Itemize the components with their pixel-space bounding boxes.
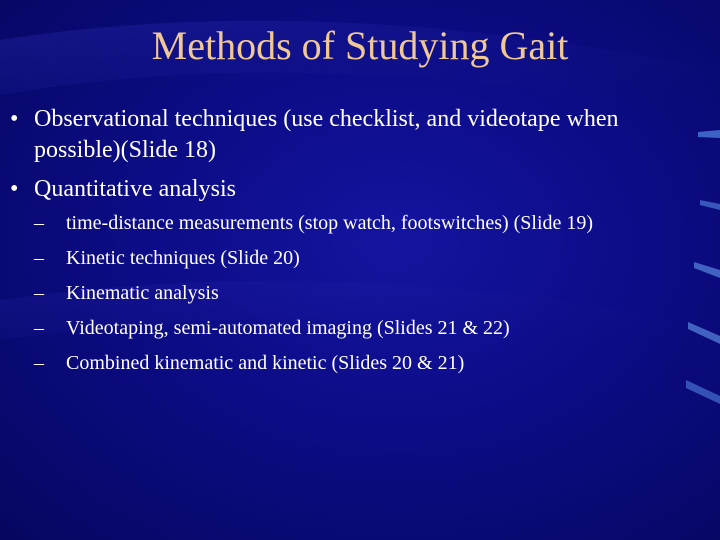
sub-bullet-text: Kinematic analysis: [66, 282, 219, 304]
sub-bullet-item: [34, 246, 700, 271]
sub-bullet-item: [34, 316, 700, 341]
sub-bullet-list: [34, 211, 700, 376]
slide-title: Methods of Studying Gait: [151, 23, 569, 68]
bullet-marker: •: [10, 106, 19, 132]
dash-marker: –: [34, 317, 44, 339]
dash-marker: –: [34, 282, 44, 304]
sub-bullet-text: Combined kinematic and kinetic (Slides 20 & 21): [66, 352, 465, 374]
bullet-item: [0, 174, 700, 376]
bullet-text: Quantitative analysis: [34, 176, 236, 202]
sub-bullet-item: [34, 211, 700, 236]
sub-bullet-text: Kinetic techniques (Slide 20): [66, 247, 300, 269]
bullet-marker: •: [10, 176, 19, 202]
dash-marker: –: [34, 212, 44, 234]
bullet-item: [0, 104, 700, 166]
sub-bullet-item: [34, 281, 700, 306]
bullet-list: [0, 104, 700, 386]
bullet-text: Observational techniques (use checklist, and videotape when possible)(Slide 18): [34, 106, 619, 163]
dash-marker: –: [34, 352, 44, 374]
dash-marker: –: [34, 247, 44, 269]
sub-bullet-item: [34, 351, 700, 376]
sub-bullet-text: time-distance measurements (stop watch, footswitches) (Slide 19): [66, 212, 594, 234]
sub-bullet-text: Videotaping, semi-automated imaging (Slides 21 & 22): [66, 317, 510, 339]
